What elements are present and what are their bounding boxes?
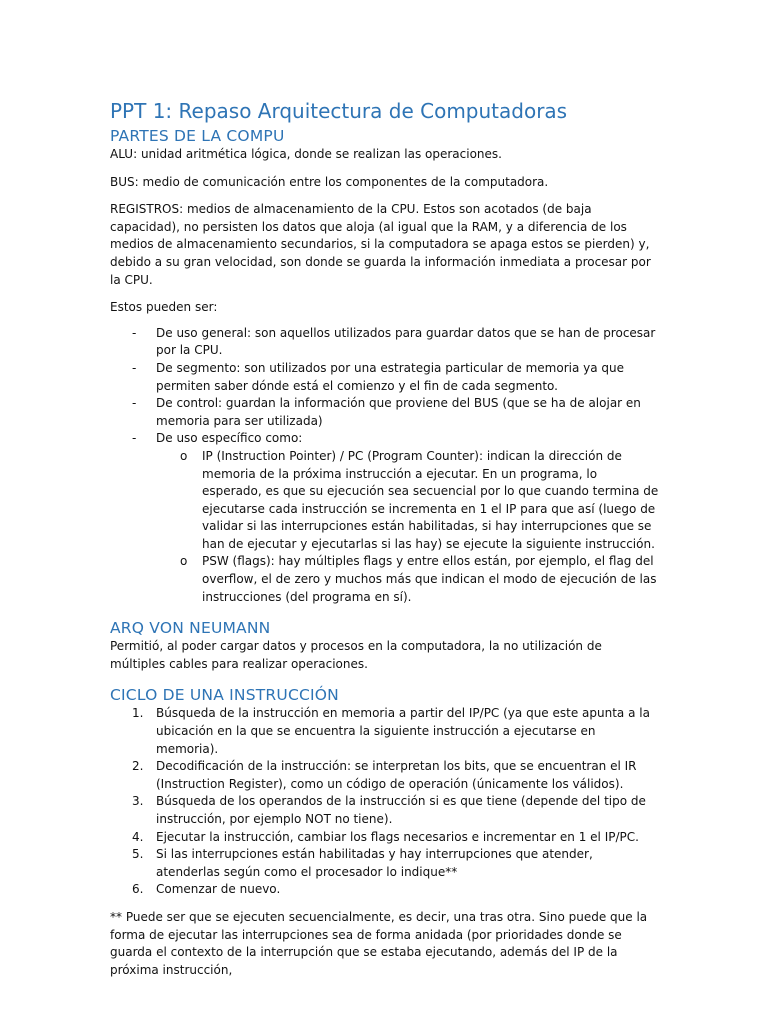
number-marker: 4. (132, 829, 144, 844)
dash-marker: - (132, 325, 137, 340)
circle-marker: o (180, 448, 188, 463)
number-marker: 6. (132, 882, 144, 897)
list-item (110, 705, 660, 758)
sub-list-item-text: IP (Instruction Pointer) / PC (Program Counter): indican la dirección de memoria de la próxima instrucción a ejecutar. En un programa, lo esperado, es que su ejecución sea secuencial por lo que cuando termina de ejecutarse cada instrucción se incrementa en 1 el IP para que así (luego de validar si las interrupciones están habilitadas, si hay interrupciones que se han de ejecutar y ejecutarlas si las hay) se ejecute la siguiente instrucción. (202, 448, 659, 551)
specific-registers-list (156, 448, 660, 606)
list-item-text: De control: guardan la información que proviene del BUS (que se ha de alojar en memoria para ser utilizada) (156, 396, 641, 428)
list-item-text: Comenzar de nuevo. (156, 882, 281, 897)
dash-marker: - (132, 431, 137, 446)
section-heading-partes: PARTES DE LA COMPU (110, 127, 285, 145)
list-item (110, 829, 660, 847)
list-item (110, 360, 660, 395)
document-page (110, 96, 660, 979)
list-item-text: Si las interrupciones están habilitadas y hay interrupciones que atender, atenderlas según como el procesador lo indique** (156, 847, 593, 879)
list-item (110, 793, 660, 828)
list-item-text: Ejecutar la instrucción, cambiar los flags necesarios e incrementar en 1 el IP/PC. (156, 829, 639, 844)
list-item (110, 881, 660, 899)
list-item-text: Búsqueda de la instrucción en memoria a partir del IP/PC (ya que este apunta a la ubicación en la que se encuentra la siguiente instrucción a ejecutarse en memoria). (156, 706, 650, 756)
footnote: ** Puede ser que se ejecuten secuencialmente, es decir, una tras otra. Sino puede que la forma de ejecutar las interrupciones sea de forma anidada (por prioridades donde se guarda el contexto de la interrupción que se estaba ejecutando, además del IP de la próxima instrucción, (110, 909, 648, 977)
paragraph-alu: ALU: unidad aritmética lógica, donde se realizan las operaciones. (110, 147, 502, 161)
number-marker: 3. (132, 794, 144, 809)
list-item (110, 846, 660, 881)
list-item-text: Búsqueda de los operandos de la instrucción si es que tiene (depende del tipo de instrucción, por ejemplo NOT no tiene). (156, 794, 646, 826)
instruction-cycle-list (110, 705, 660, 899)
paragraph-registros: REGISTROS: medios de almacenamiento de la CPU. Estos son acotados (de baja capacidad), no persisten los datos que aloja (al igual que la RAM, y a diferencia de los medios de almacenamiento secundarios, si la computadora se apaga estos se pierden) y, debido a su gran velocidad, son donde se guarda la información inmediata a procesar por la CPU. (110, 202, 651, 287)
list-item (110, 325, 660, 360)
sub-list-item (156, 448, 660, 554)
list-item-text: De uso específico como: (156, 431, 303, 446)
number-marker: 1. (132, 706, 144, 721)
page-title: PPT 1: Repaso Arquitectura de Computadoras (110, 99, 568, 123)
section-heading-von-neumann: ARQ VON NEUMANN (110, 619, 271, 638)
list-item (110, 395, 660, 430)
dash-marker: - (132, 396, 137, 411)
paragraph-von-neumann: Permitió, al poder cargar datos y procesos en la computadora, la no utilización de múltiples cables para realizar operaciones. (110, 639, 602, 671)
dash-marker: - (132, 360, 137, 375)
register-types-list (110, 325, 660, 607)
list-item (110, 758, 660, 793)
sub-list-item (156, 553, 660, 606)
paragraph-bus: BUS: medio de comunicación entre los componentes de la computadora. (110, 174, 549, 189)
number-marker: 5. (132, 847, 144, 862)
circle-marker: o (180, 554, 188, 569)
list-item-text: De segmento: son utilizados por una estrategia particular de memoria ya que permiten saber dónde está el comienzo y el fin de cada segmento. (156, 360, 625, 393)
list-item (110, 430, 660, 606)
list-item-text: Decodificación de la instrucción: se interpretan los bits, que se encuentran el IR (Instruction Register), como un código de operación (únicamente los válidos). (156, 759, 637, 791)
paragraph-intro: Estos pueden ser: (110, 300, 218, 315)
section-heading-ciclo: CICLO DE UNA INSTRUCCIÓN (110, 686, 339, 705)
number-marker: 2. (132, 759, 144, 774)
list-item-text: De uso general: son aquellos utilizados para guardar datos que se han de procesar por la CPU. (156, 325, 656, 358)
sub-list-item-text: PSW (flags): hay múltiples flags y entre ellos están, por ejemplo, el flag del overflow, el de zero y muchos más que indican el modo de ejecución de las instrucciones (del programa en sí). (202, 554, 657, 604)
